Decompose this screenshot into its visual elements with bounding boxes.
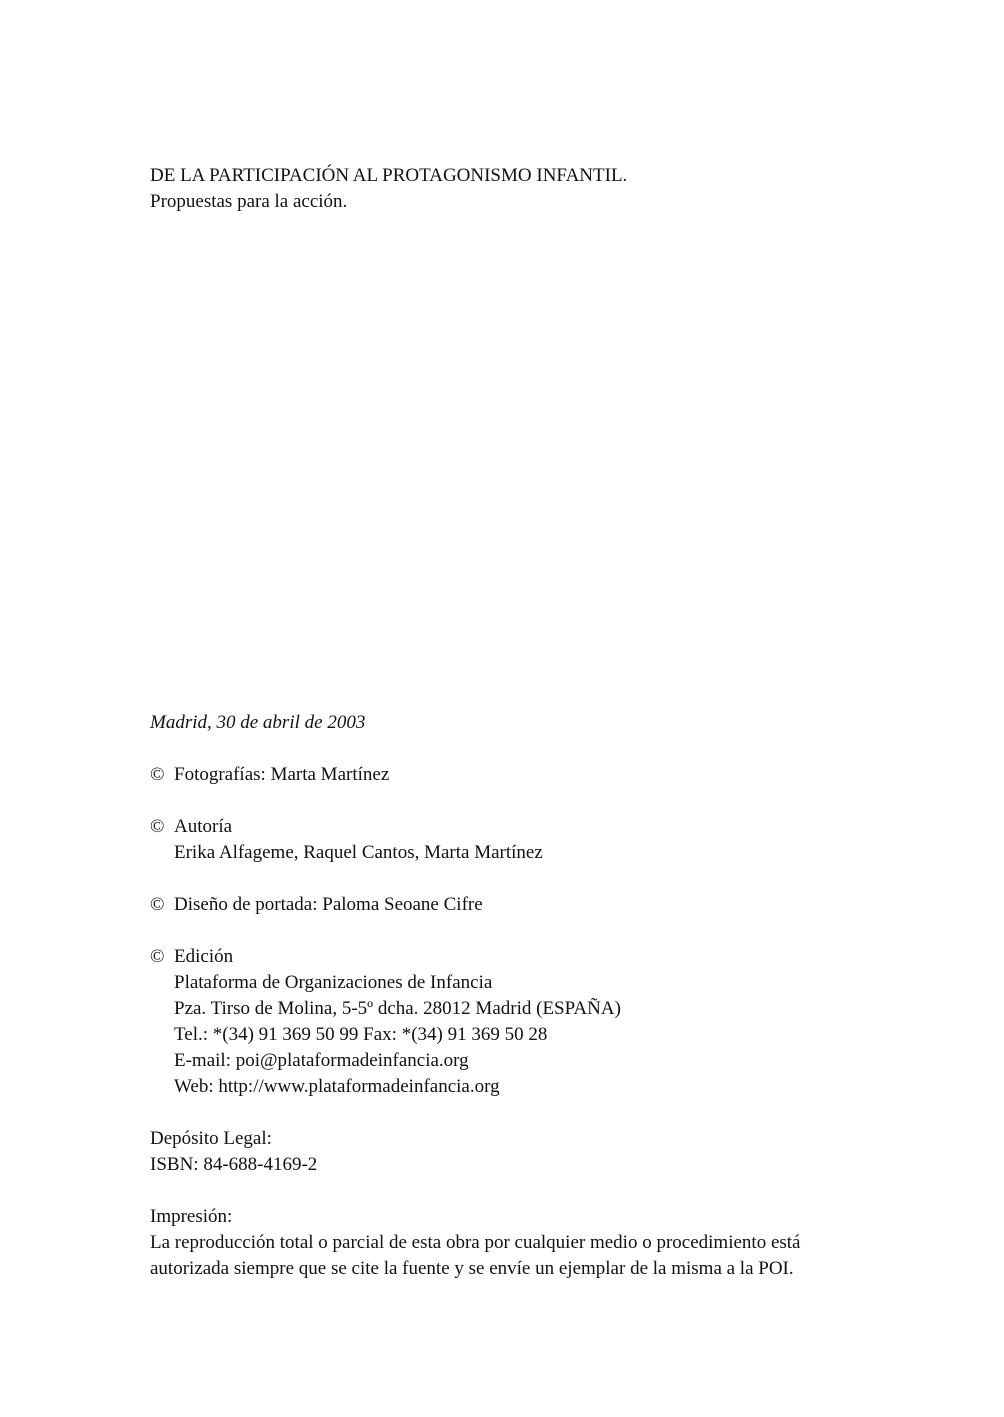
cover-design-credit <box>150 892 483 918</box>
publisher-phone-fax: Tel.: *(34) 91 369 50 99 Fax: *(34) 91 369 50 28 <box>174 1024 548 1045</box>
publisher-email: E-mail: poi@plataformadeinfancia.org <box>174 1050 469 1071</box>
edition-heading <box>150 944 233 970</box>
reproduction-note-line-2: autorizada siempre que se cite la fuente y se envíe un ejemplar de la misma a la POI. <box>150 1258 794 1279</box>
place-date: Madrid, 30 de abril de 2003 <box>150 712 366 733</box>
authorship-heading <box>150 814 232 840</box>
publisher-address: Pza. Tirso de Molina, 5-5º dcha. 28012 Madrid (ESPAÑA) <box>174 998 621 1019</box>
photo-credit-text: Fotografías: Marta Martínez <box>174 764 390 785</box>
copyright-symbol: © <box>150 894 165 915</box>
book-subtitle: Propuestas para la acción. <box>150 191 348 212</box>
copyright-symbol: © <box>150 816 165 837</box>
publisher-name: Plataforma de Organizaciones de Infancia <box>174 972 493 993</box>
legal-deposit: Depósito Legal: <box>150 1128 272 1149</box>
copyright-symbol: © <box>150 946 165 967</box>
photo-credit <box>150 762 389 788</box>
publisher-web: Web: http://www.plataformadeinfancia.org <box>174 1076 500 1097</box>
authors-list: Erika Alfageme, Raquel Cantos, Marta Martínez <box>174 842 543 863</box>
authorship-label: Autoría <box>174 816 233 837</box>
cover-design-text: Diseño de portada: Paloma Seoane Cifre <box>174 894 483 915</box>
printing-label: Impresión: <box>150 1206 233 1227</box>
edition-label: Edición <box>174 946 234 967</box>
book-title: DE LA PARTICIPACIÓN AL PROTAGONISMO INFANTIL. <box>150 165 628 186</box>
isbn: ISBN: 84-688-4169-2 <box>150 1154 318 1175</box>
reproduction-note-line-1: La reproducción total o parcial de esta obra por cualquier medio o procedimiento está <box>150 1232 801 1253</box>
copyright-symbol: © <box>150 764 165 785</box>
